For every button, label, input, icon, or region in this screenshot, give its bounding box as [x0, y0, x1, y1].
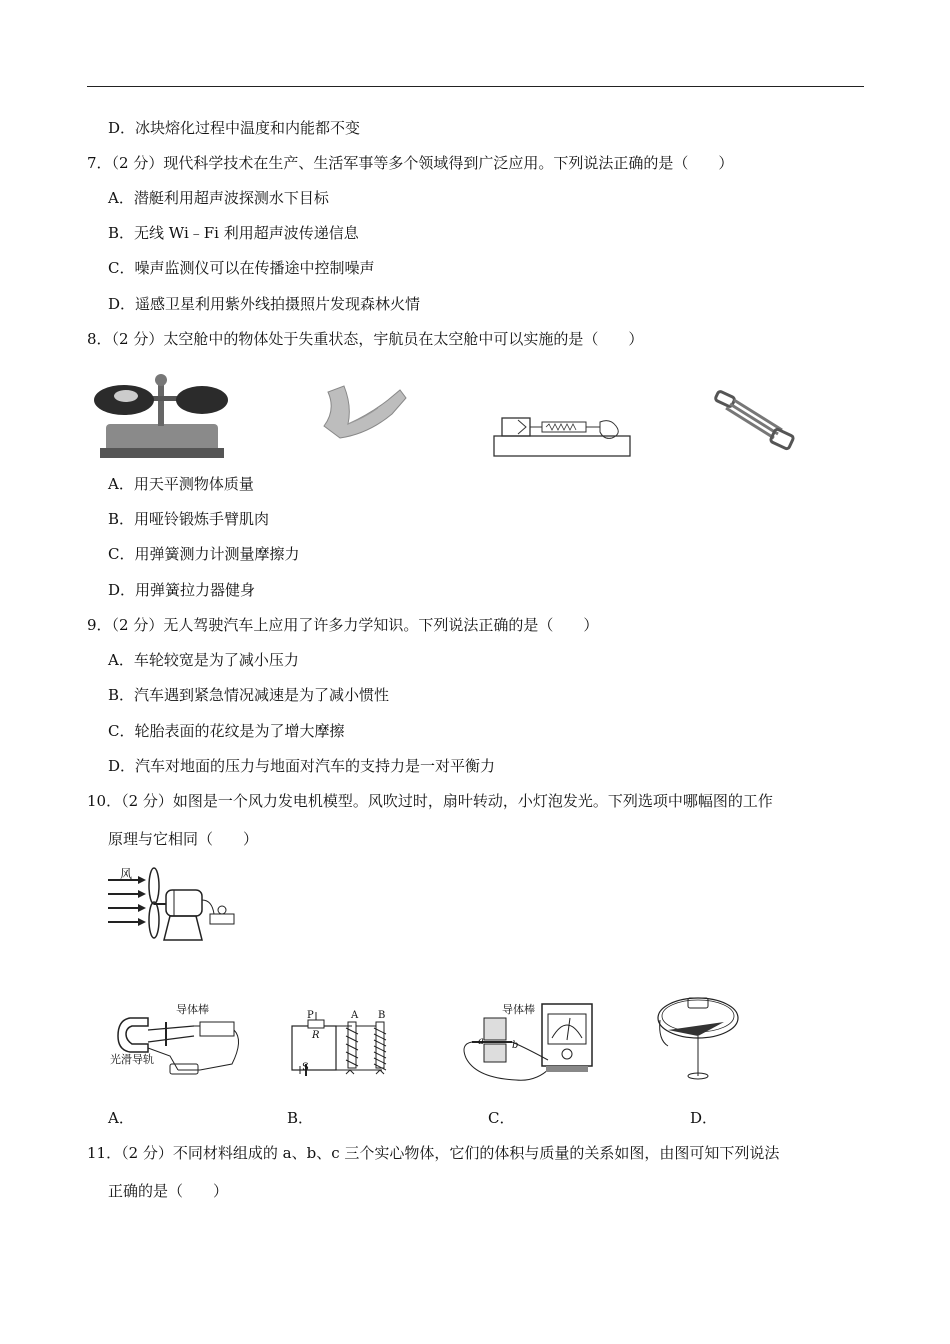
q10-option-a-label: A．	[108, 1109, 134, 1127]
q10-option-c-label: C．	[488, 1109, 515, 1127]
q7-option-c: C．噪声监测仪可以在传播途中控制噪声	[108, 259, 375, 277]
q9-option-b: B．汽车遇到紧急情况减速是为了减小惯性	[108, 686, 390, 704]
wind-label: 风	[120, 867, 133, 881]
q7-option-a: A．潜艇利用超声波探测水下目标	[108, 189, 329, 207]
balance-scale-figure	[90, 372, 232, 462]
q11-stem-line2: 正确的是（ ）	[108, 1182, 229, 1200]
header-rule	[87, 86, 864, 87]
q9-option-d: D．汽车对地面的压力与地面对汽车的支持力是一对平衡力	[108, 757, 496, 775]
option-c-label-a: a	[478, 1036, 484, 1047]
q10-stem-line1: 10．（2 分）如图是一个风力发电机模型。风吹过时，扇叶转动，小灯泡发光。下列选项中哪幅图的工作	[87, 792, 773, 810]
q8-option-a: A．用天平测物体质量	[108, 475, 254, 493]
q8-stem: 8．（2 分）太空舱中的物体处于失重状态，宇航员在太空舱中可以实施的是（ ）	[87, 330, 644, 348]
spring-expander-figure	[712, 388, 796, 454]
q9-stem: 9．（2 分）无人驾驶汽车上应用了许多力学知识。下列说法正确的是（ ）	[87, 616, 599, 634]
option-b-label-s: S	[302, 1062, 309, 1073]
option-c-label-b: b	[512, 1040, 519, 1051]
q7-stem: 7．（2 分）现代科学技术在生产、生活军事等多个领域得到广泛应用。下列说法正确的是（ ）	[87, 154, 734, 172]
option-a-label-rail: 光滑导轨	[110, 1053, 154, 1066]
q11-stem-line1: 11．（2 分）不同材料组成的 a、b、c 三个实心物体，它们的体积与质量的关系如图，由图可知下列说法	[87, 1144, 780, 1162]
q10-stem-line2: 原理与它相同（ ）	[108, 830, 259, 848]
q7-option-d: D．遥感卫星利用紫外线拍摄照片发现森林火情	[108, 295, 421, 313]
dumbbell-arm-figure	[318, 380, 410, 440]
q7-option-b: B．无线 Wi﹣Fi 利用超声波传递信息	[108, 224, 359, 242]
option-b-label-b: B	[378, 1010, 386, 1021]
q9-option-a: A．车轮较宽是为了减小压力	[108, 651, 299, 669]
spring-scale-friction-figure	[492, 412, 634, 460]
q8-option-c: C．用弹簧测力计测量摩擦力	[108, 545, 300, 563]
q10-option-d-label: D．	[690, 1109, 718, 1127]
q6-option-d: D．冰块熔化过程中温度和内能都不变	[108, 119, 361, 137]
option-d-magnetic-needle-figure	[654, 990, 744, 1084]
q10-option-b-label: B．	[287, 1109, 314, 1127]
q8-option-d: D．用弹簧拉力器健身	[108, 581, 256, 599]
q8-option-b: B．用哑铃锻炼手臂肌肉	[108, 510, 270, 528]
option-b-label-r: R	[312, 1030, 320, 1041]
option-b-label-a: A	[351, 1010, 359, 1021]
q9-option-c: C．轮胎表面的花纹是为了增大摩擦	[108, 722, 345, 740]
option-a-label-conductor: 导体棒	[176, 1003, 209, 1016]
option-b-label-p: P	[307, 1010, 314, 1021]
option-c-label-conductor: 导体棒	[502, 1003, 535, 1016]
